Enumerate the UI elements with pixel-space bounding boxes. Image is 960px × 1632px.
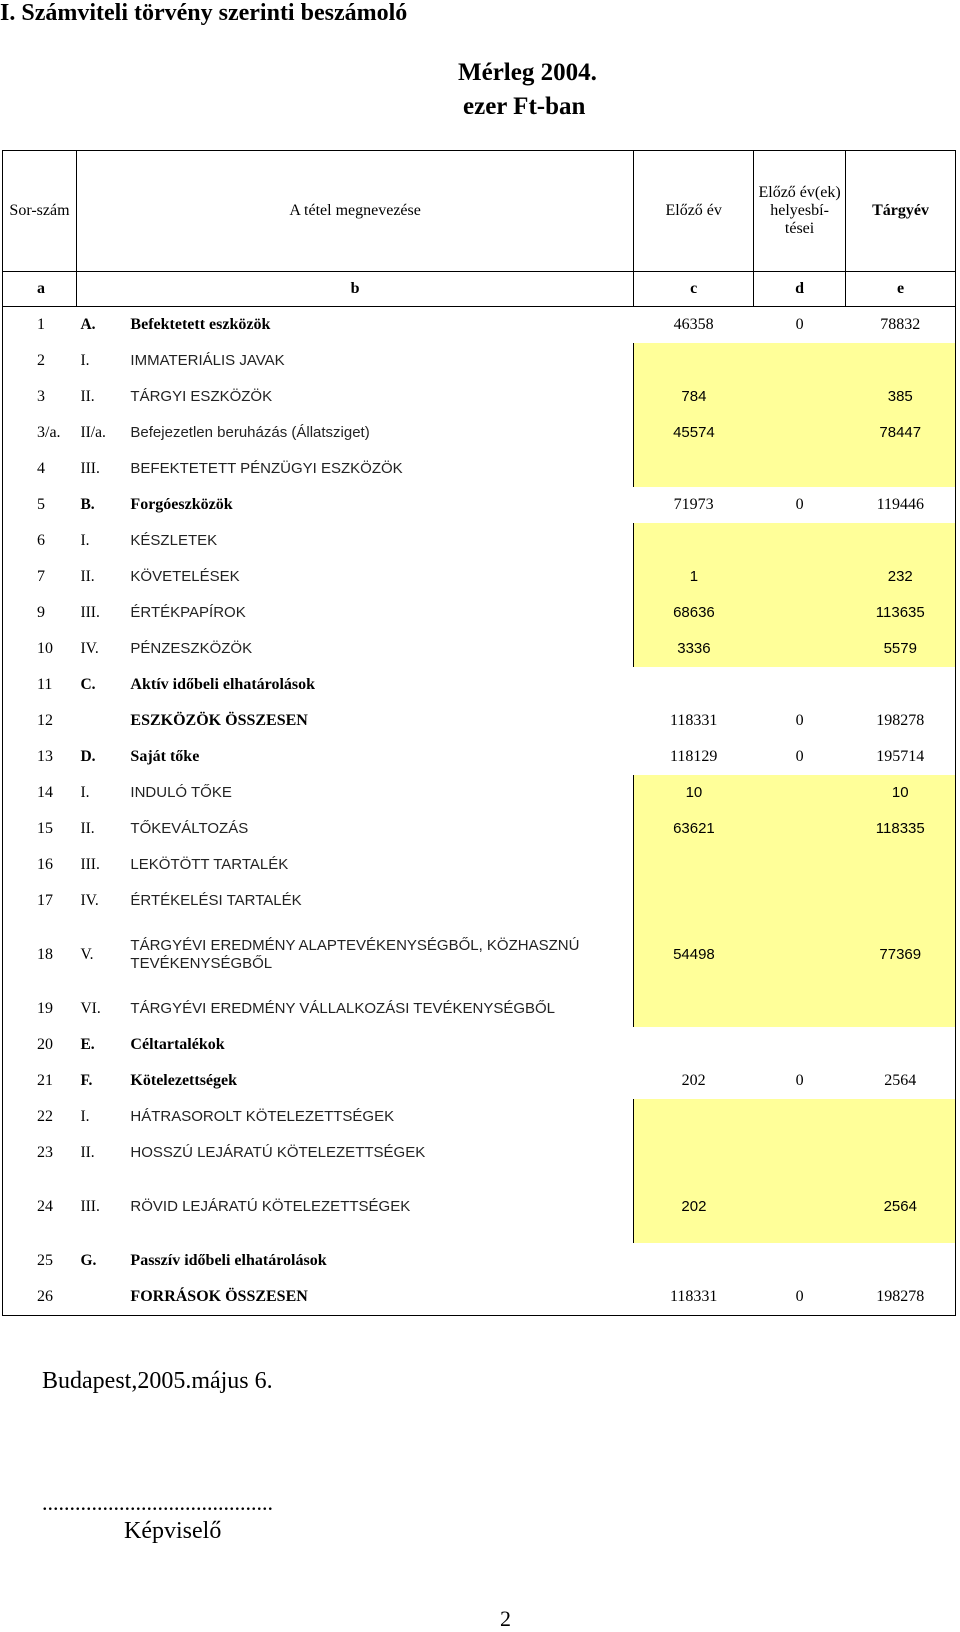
row-number: 20 — [3, 1027, 77, 1063]
table-row — [3, 1027, 956, 1063]
row-curr-value: 2564 — [846, 1063, 956, 1099]
row-prev-value — [634, 523, 754, 559]
row-prev-value: 118331 — [669, 712, 718, 729]
row-number: 6 — [3, 523, 77, 559]
header-curr: Tárgyév — [846, 151, 956, 272]
row-title: RÖVID LEJÁRATÚ KÖTELEZETTSÉGEK — [130, 1198, 411, 1215]
row-roman: III. — [80, 604, 100, 621]
table-row — [3, 379, 956, 415]
row-roman: I. — [80, 532, 90, 549]
row-curr-value — [846, 1243, 956, 1279]
row-prev-value: 3336 — [634, 631, 754, 667]
row-prev-value — [634, 1027, 754, 1063]
row-adj-value — [754, 415, 846, 451]
row-roman: II/a. — [80, 424, 106, 441]
row-title: BEFEKTETETT PÉNZÜGYI ESZKÖZÖK — [130, 460, 403, 477]
row-title: IMMATERIÁLIS JAVAK — [130, 352, 285, 369]
row-number: 9 — [3, 595, 77, 631]
row-adj-value — [754, 919, 846, 991]
label-b: b — [76, 272, 633, 307]
row-title: INDULÓ TŐKE — [130, 784, 232, 801]
row-prev-value — [634, 343, 754, 379]
label-a: a — [3, 272, 77, 307]
table-row — [3, 775, 956, 811]
row-prev-value: 784 — [634, 379, 754, 415]
row-title: Forgóeszközök — [130, 496, 233, 513]
row-prev-value: 63621 — [634, 811, 754, 847]
row-roman: III. — [80, 1198, 100, 1215]
row-curr-value — [846, 1135, 956, 1171]
row-roman: III. — [80, 856, 100, 873]
row-title: FORRÁSOK ÖSSZESEN — [126, 1279, 633, 1316]
row-roman: V. — [80, 946, 94, 963]
row-number: 15 — [3, 811, 77, 847]
row-prev-value: 1 — [634, 559, 754, 595]
header-prev: Előző év — [634, 151, 754, 272]
row-prev-value — [634, 883, 754, 919]
table-row — [3, 1243, 956, 1279]
table-row — [3, 1135, 956, 1171]
row-title: Passzív időbeli elhatárolások — [130, 1252, 327, 1269]
table-row — [3, 487, 956, 523]
row-prev-value: 10 — [634, 775, 754, 811]
header-adj: Előző év(ek) helyesbí-tései — [754, 151, 846, 272]
row-curr-value: 195714 — [846, 739, 956, 775]
row-curr-value: 232 — [846, 559, 956, 595]
row-adj-value — [754, 883, 846, 919]
table-row — [3, 307, 956, 344]
row-prev-value — [634, 1243, 754, 1279]
row-roman: VI. — [80, 1000, 101, 1017]
row-prev-value — [634, 847, 754, 883]
row-curr-value — [846, 847, 956, 883]
table-row — [3, 631, 956, 667]
row-roman: I. — [80, 352, 90, 369]
row-adj-value: 0 — [795, 712, 804, 729]
header-sorszam — [3, 151, 77, 272]
row-curr-value: 198278 — [846, 1279, 956, 1316]
row-title: Kötelezettségek — [130, 1072, 238, 1089]
row-prev-value: 202 — [681, 1072, 706, 1089]
row-number: 25 — [3, 1243, 77, 1279]
row-adj-value — [754, 775, 846, 811]
row-curr-value: 119446 — [846, 487, 956, 523]
row-number: 26 — [3, 1279, 77, 1316]
label-d: d — [754, 272, 846, 307]
row-curr-value — [846, 523, 956, 559]
row-title: TÁRGYÉVI EREDMÉNY ALAPTEVÉKENYSÉGBŐL, KÖZHASZNÚ TEVÉKENYSÉGBŐL — [130, 937, 580, 972]
row-prev-value: 46358 — [673, 316, 714, 333]
row-title: HÁTRASOROLT KÖTELEZETTSÉGEK — [130, 1108, 395, 1125]
row-title: LEKÖTÖTT TARTALÉK — [130, 856, 289, 873]
row-number: 17 — [3, 883, 77, 919]
row-roman — [76, 1279, 126, 1316]
row-prev-value: 71973 — [673, 496, 714, 513]
row-prev-value — [634, 451, 754, 487]
row-prev-value: 202 — [634, 1171, 754, 1243]
row-number: 7 — [3, 559, 77, 595]
row-roman: IV. — [80, 892, 99, 909]
header-name: A tétel megnevezése — [76, 151, 633, 272]
row-title: KÖVETELÉSEK — [130, 568, 240, 585]
row-roman: G. — [80, 1252, 97, 1269]
row-title: ÉRTÉKPAPÍROK — [130, 604, 246, 621]
row-roman: C. — [80, 676, 96, 693]
row-curr-value — [846, 451, 956, 487]
table-row — [3, 1279, 956, 1316]
row-number: 1 — [3, 307, 77, 344]
row-adj-value: 0 — [795, 316, 804, 333]
table-row — [3, 883, 956, 919]
place-date: Budapest,2005.május 6. — [42, 1368, 273, 1394]
table-row — [3, 595, 956, 631]
row-number: 3/a. — [3, 415, 77, 451]
section-heading: I. Számviteli törvény szerinti beszámoló — [0, 0, 408, 26]
row-adj-value — [754, 1135, 846, 1171]
row-adj-value — [754, 343, 846, 379]
row-number: 13 — [3, 739, 77, 775]
row-adj-value: 0 — [754, 1279, 846, 1316]
row-adj-value — [754, 667, 846, 703]
row-title: Befektetett eszközök — [130, 316, 271, 333]
table-row — [3, 667, 956, 703]
row-number: 2 — [3, 343, 77, 379]
row-adj-value — [754, 847, 846, 883]
row-number: 16 — [3, 847, 77, 883]
row-adj-value: 0 — [795, 1072, 804, 1089]
row-curr-value: 385 — [846, 379, 956, 415]
table-row — [3, 1099, 956, 1135]
table-row — [3, 343, 956, 379]
balance-sheet-table — [2, 150, 956, 1316]
row-number: 22 — [3, 1099, 77, 1135]
row-title: Saját tőke — [130, 748, 200, 765]
row-number: 10 — [3, 631, 77, 667]
row-adj-value: 0 — [795, 748, 804, 765]
table-row — [3, 847, 956, 883]
row-roman — [76, 703, 126, 739]
row-title: ESZKÖZÖK ÖSSZESEN — [130, 712, 308, 729]
row-curr-value: 78447 — [846, 415, 956, 451]
row-title: TÁRGYI ESZKÖZÖK — [130, 388, 273, 405]
table-row — [3, 811, 956, 847]
row-roman: III. — [80, 460, 100, 477]
signature-line: .......................................... — [42, 1490, 273, 1515]
row-adj-value — [754, 595, 846, 631]
row-number: 14 — [3, 775, 77, 811]
row-prev-value: 118331 — [634, 1279, 754, 1316]
table-row — [3, 559, 956, 595]
row-curr-value — [846, 991, 956, 1027]
document-title: Mérleg 2004. — [458, 59, 597, 86]
row-prev-value — [634, 1135, 754, 1171]
row-roman: IV. — [80, 640, 99, 657]
row-title: HOSSZÚ LEJÁRATÚ KÖTELEZETTSÉGEK — [130, 1144, 426, 1161]
row-curr-value: 5579 — [846, 631, 956, 667]
row-number: 4 — [3, 451, 77, 487]
row-title: TŐKEVÁLTOZÁS — [130, 820, 249, 837]
row-adj-value — [754, 559, 846, 595]
row-number: 5 — [3, 487, 77, 523]
row-adj-value — [754, 811, 846, 847]
row-roman: D. — [80, 748, 96, 765]
row-roman: I. — [80, 1108, 90, 1125]
row-prev-value: 118129 — [669, 748, 718, 765]
row-number: 19 — [3, 991, 77, 1027]
row-adj-value — [754, 451, 846, 487]
row-adj-value — [754, 631, 846, 667]
table-row — [3, 703, 956, 739]
row-roman: E. — [80, 1036, 95, 1053]
row-number: 3 — [3, 379, 77, 415]
row-prev-value: 54498 — [634, 919, 754, 991]
row-curr-value: 78832 — [846, 307, 956, 344]
row-number: 12 — [3, 703, 77, 739]
row-roman: II. — [80, 388, 95, 405]
row-adj-value — [754, 1171, 846, 1243]
row-adj-value — [754, 1027, 846, 1063]
table-row — [3, 451, 956, 487]
row-number: 23 — [3, 1135, 77, 1171]
row-title: ÉRTÉKELÉSI TARTALÉK — [130, 892, 302, 909]
row-curr-value — [846, 667, 956, 703]
label-c: c — [634, 272, 754, 307]
row-prev-value — [634, 1099, 754, 1135]
table-row — [3, 1171, 956, 1243]
row-title: Céltartalékok — [130, 1036, 225, 1053]
page-number: 2 — [500, 1606, 511, 1631]
row-roman: II. — [80, 820, 95, 837]
row-roman: I. — [80, 784, 90, 801]
signatory-label: Képviselő — [124, 1518, 222, 1544]
row-curr-value: 77369 — [846, 919, 956, 991]
row-curr-value: 2564 — [846, 1171, 956, 1243]
row-roman: A. — [80, 316, 96, 333]
row-adj-value — [754, 1099, 846, 1135]
row-curr-value — [846, 883, 956, 919]
row-number: 11 — [3, 667, 77, 703]
column-label-row — [3, 272, 956, 307]
row-roman: F. — [80, 1072, 93, 1089]
row-curr-value: 10 — [846, 775, 956, 811]
table-row — [3, 1063, 956, 1099]
table-row — [3, 523, 956, 559]
row-roman: II. — [80, 568, 95, 585]
row-roman: II. — [80, 1144, 95, 1161]
row-curr-value: 113635 — [846, 595, 956, 631]
row-curr-value: 118335 — [846, 811, 956, 847]
row-title: PÉNZESZKÖZÖK — [130, 640, 253, 657]
row-curr-value: 198278 — [846, 703, 956, 739]
row-prev-value: 45574 — [634, 415, 754, 451]
row-curr-value — [846, 1099, 956, 1135]
table-row — [3, 415, 956, 451]
label-e: e — [846, 272, 956, 307]
document-subtitle: ezer Ft-ban — [463, 93, 586, 120]
header-sorszam-text: Sor-szám — [9, 202, 70, 219]
table-row — [3, 919, 956, 991]
row-adj-value — [754, 379, 846, 415]
row-prev-value: 68636 — [634, 595, 754, 631]
row-curr-value — [846, 343, 956, 379]
row-curr-value — [846, 1027, 956, 1063]
row-adj-value: 0 — [795, 496, 804, 513]
row-title: TÁRGYÉVI EREDMÉNY VÁLLALKOZÁSI TEVÉKENYSÉGBŐL — [130, 1000, 556, 1017]
row-adj-value — [754, 523, 846, 559]
row-roman: B. — [80, 496, 95, 513]
row-prev-value — [634, 991, 754, 1027]
row-adj-value — [754, 1243, 846, 1279]
row-adj-value — [754, 991, 846, 1027]
row-title: KÉSZLETEK — [130, 532, 218, 549]
table-row — [3, 739, 956, 775]
table-row — [3, 991, 956, 1027]
row-number: 18 — [3, 919, 77, 991]
row-prev-value — [634, 667, 754, 703]
table-body — [3, 307, 956, 1316]
row-number: 21 — [3, 1063, 77, 1099]
table-header-row — [3, 151, 956, 272]
row-title: Befejezetlen beruházás (Állatsziget) — [130, 424, 370, 441]
row-title: Aktív időbeli elhatárolások — [130, 676, 316, 693]
row-number: 24 — [3, 1171, 77, 1243]
